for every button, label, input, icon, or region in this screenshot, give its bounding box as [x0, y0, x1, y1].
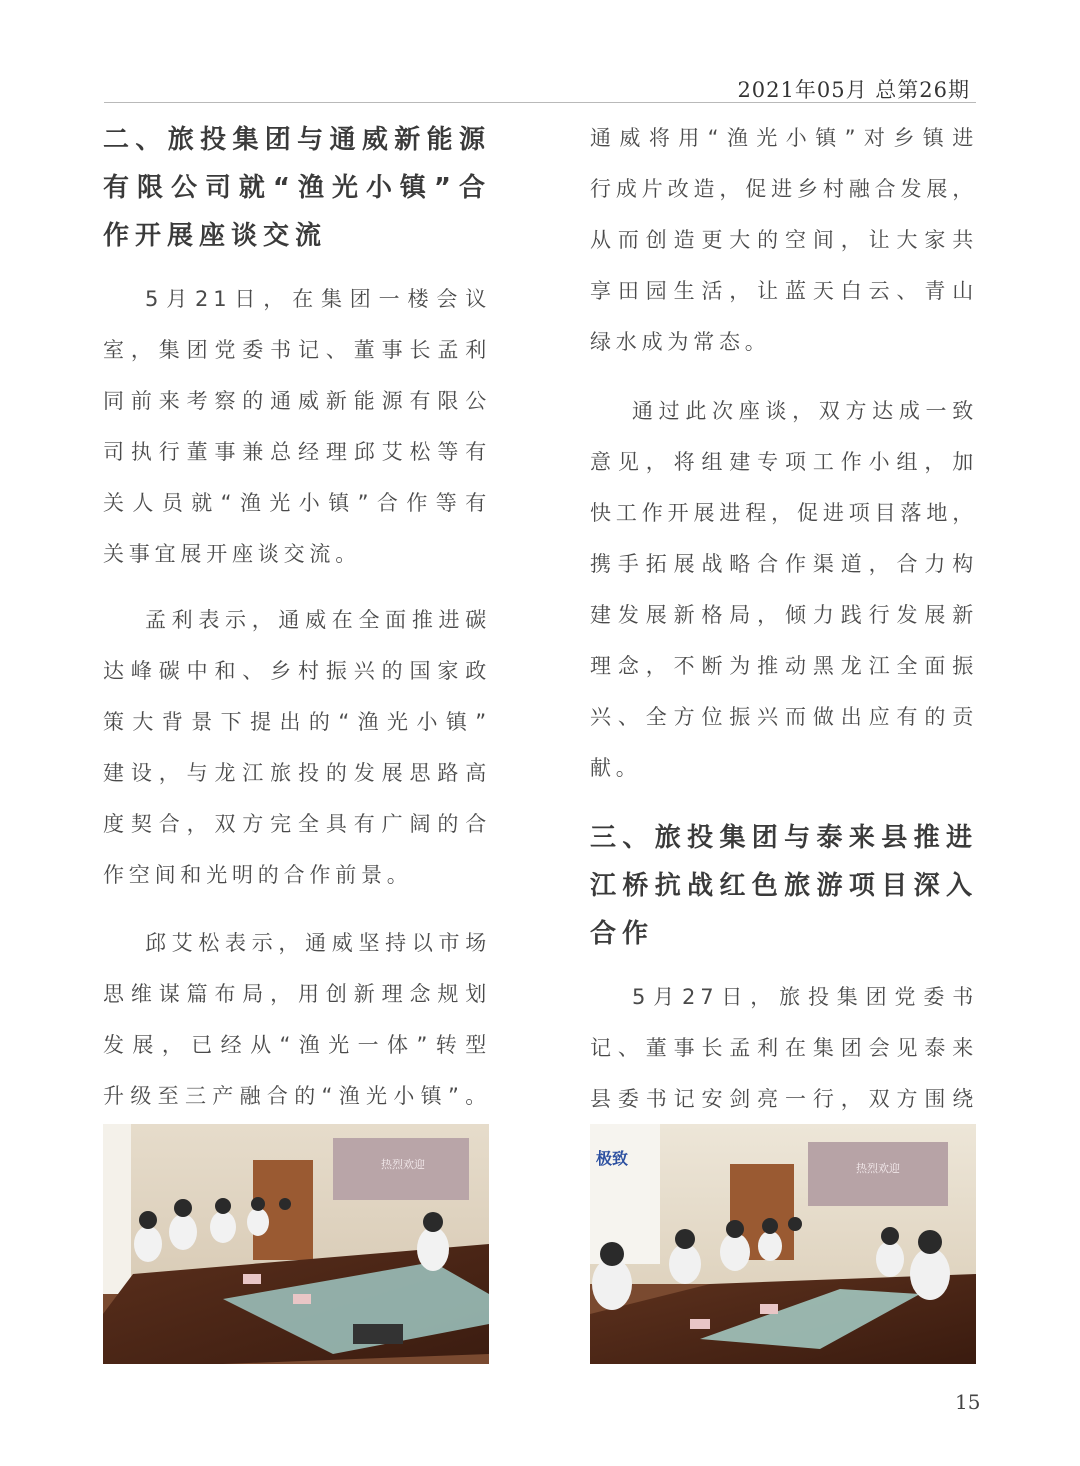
text-line: 室，集团党委书记、董事长孟利 — [103, 338, 491, 362]
text-line: 献。 — [590, 756, 642, 780]
text-line: 绿水成为常态。 — [590, 330, 771, 354]
text-line: 享田园生活，让蓝天白云、青山 — [590, 279, 978, 303]
heading-line: 三、旅投集团与泰来县推进 — [590, 823, 978, 853]
photo-screen-text: 热烈欢迎 — [381, 1158, 425, 1171]
meeting-photo-right-image — [590, 1124, 976, 1364]
paragraph — [590, 386, 978, 794]
text-line: 理念，不断为推动黑龙江全面振 — [590, 654, 978, 678]
text-line: 建设，与龙江旅投的发展思路高 — [103, 761, 491, 785]
text-line: 司执行董事兼总经理邱艾松等有 — [103, 440, 491, 464]
text-line: 思维谋篇布局，用创新理念规划 — [103, 982, 491, 1006]
paragraph — [103, 274, 491, 580]
text-line: 作空间和光明的合作前景。 — [103, 863, 413, 887]
photo-screen-text: 热烈欢迎 — [856, 1162, 900, 1175]
meeting-photo-right — [590, 1124, 976, 1364]
text-line: 策大背景下提出的“渔光小镇” — [103, 710, 491, 734]
paragraph — [590, 972, 978, 1125]
section-heading-2 — [103, 116, 491, 260]
heading-line: 合作 — [590, 919, 655, 949]
text-line: 意见，将组建专项工作小组，加 — [590, 450, 978, 474]
page-number: 15 — [955, 1390, 981, 1414]
paragraph — [103, 918, 491, 1122]
text-line: 关人员就“渔光小镇”合作等有 — [103, 491, 491, 515]
heading-line: 二、旅投集团与通威新能源 — [103, 125, 491, 155]
text-line: 建发展新格局，倾力践行发展新 — [590, 603, 978, 627]
text-line: 从而创造更大的空间，让大家共 — [590, 228, 978, 252]
text-line: 孟利表示，通威在全面推进碳 — [145, 608, 491, 632]
text-line: 通过此次座谈，双方达成一致 — [632, 399, 978, 423]
text-line: 快工作开展进程，促进项目落地， — [590, 501, 978, 525]
paragraph — [103, 595, 491, 901]
text-line: 5月21日，在集团一楼会议 — [145, 287, 491, 311]
text-line: 度契合，双方完全具有广阔的合 — [103, 812, 491, 836]
text-line: 兴、全方位振兴而做出应有的贡 — [590, 705, 978, 729]
photo-wall-text: 极致 — [596, 1149, 629, 1168]
heading-line: 江桥抗战红色旅游项目深入 — [590, 871, 978, 901]
text-line: 升级至三产融合的“渔光小镇”。 — [103, 1084, 491, 1108]
text-line: 携手拓展战略合作渠道，合力构 — [590, 552, 978, 576]
heading-line: 作开展座谈交流 — [103, 221, 328, 251]
issue-label: 2021年05月 总第26期 — [737, 78, 970, 102]
text-line: 记、董事长孟利在集团会见泰来 — [590, 1036, 978, 1060]
text-line: 达峰碳中和、乡村振兴的国家政 — [103, 659, 491, 683]
text-line: 邱艾松表示，通威坚持以市场 — [145, 931, 491, 955]
text-line: 发展，已经从“渔光一体”转型 — [103, 1033, 491, 1057]
text-line: 行成片改造，促进乡村融合发展， — [590, 177, 978, 201]
meeting-photo-left-image — [103, 1124, 489, 1364]
text-line: 同前来考察的通威新能源有限公 — [103, 389, 491, 413]
text-line: 通威将用“渔光小镇”对乡镇进 — [590, 126, 978, 150]
text-line: 关事宜展开座谈交流。 — [103, 542, 361, 566]
paragraph — [590, 113, 978, 368]
page-header — [104, 72, 976, 103]
section-heading-3 — [590, 814, 978, 958]
heading-line: 有限公司就“渔光小镇”合 — [103, 173, 491, 203]
meeting-photo-left — [103, 1124, 489, 1364]
text-line: 5月27日，旅投集团党委书 — [632, 985, 978, 1009]
text-line: 县委书记安剑亮一行，双方围绕 — [590, 1087, 978, 1111]
